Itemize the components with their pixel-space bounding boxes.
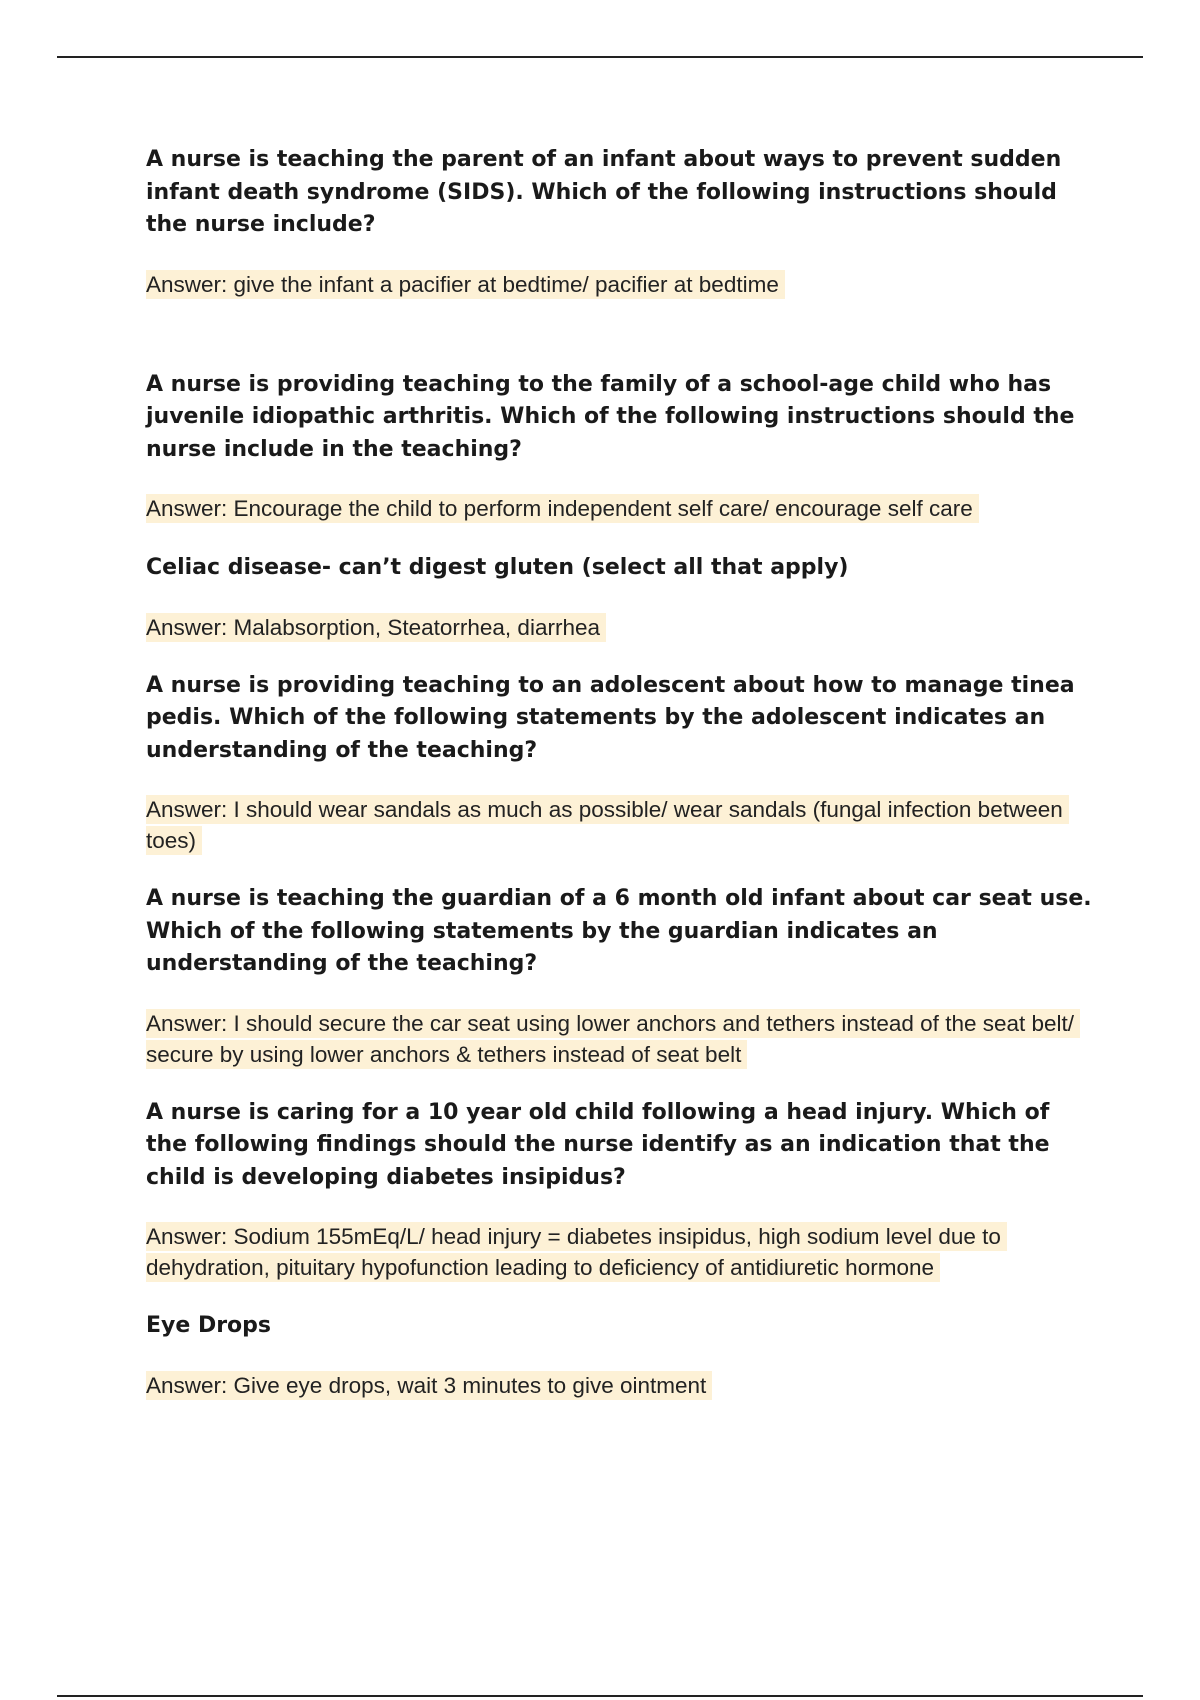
question-text: A nurse is teaching the parent of an infant about ways to prevent sudden infant death syndrome (SIDS). Which of the following instructions should the nurse include? bbox=[146, 147, 1062, 237]
question-text: A nurse is providing teaching to the family of a school-age child who has juvenile idiopathic arthritis. Which of the following instructions should the nurse include in the teaching? bbox=[146, 371, 1075, 462]
answer-text: Answer: Give eye drops, wait 3 minutes to give ointment bbox=[146, 1370, 1096, 1401]
answer-text: Answer: give the infant a pacifier at bedtime/ pacifier at bedtime bbox=[146, 269, 1096, 300]
qa-item-3 bbox=[146, 552, 1096, 643]
qa-item-1 bbox=[146, 144, 1096, 300]
qa-item-2 bbox=[146, 369, 1096, 525]
answer-text: Answer: Encourage the child to perform independent self care/ encourage self care bbox=[146, 493, 1096, 524]
question-text: Eye Drops bbox=[146, 1313, 272, 1338]
qa-item-6 bbox=[146, 1097, 1096, 1284]
question-text: A nurse is teaching the guardian of a 6 month old infant about car seat use. Which of the following statements by the guardian indicates an understanding of the teaching? bbox=[146, 886, 1092, 976]
top-divider bbox=[57, 56, 1143, 58]
answer-text: Answer: I should wear sandals as much as possible/ wear sandals (fungal infection between toes) bbox=[146, 794, 1096, 856]
qa-item-4 bbox=[146, 670, 1096, 857]
answer-text: Answer: Malabsorption, Steatorrhea, diarrhea bbox=[146, 612, 1096, 643]
question-text: A nurse is caring for a 10 year old child following a head injury. Which of the following findings should the nurse identify as an indication that the child is developing diabetes insipidus? bbox=[146, 1099, 1050, 1190]
answer-text: Answer: Sodium 155mEq/L/ head injury = diabetes insipidus, high sodium level due to dehydration, pituitary hypofunction leading to deficiency of antidiuretic hormone bbox=[146, 1221, 1096, 1283]
document-body bbox=[146, 144, 1096, 1401]
question-text: A nurse is providing teaching to an adolescent about how to manage tinea pedis. Which of the following statements by the adolescent indicates an understanding of the teaching? bbox=[146, 672, 1075, 763]
qa-item-5 bbox=[146, 883, 1096, 1070]
question-text: Celiac disease- can’t digest gluten (select all that apply) bbox=[146, 555, 849, 580]
answer-text: Answer: I should secure the car seat using lower anchors and tethers instead of the seat belt/ secure by using lower anchors & tethers instead of seat belt bbox=[146, 1008, 1096, 1070]
bottom-divider bbox=[57, 1695, 1143, 1697]
qa-item-7 bbox=[146, 1310, 1096, 1401]
